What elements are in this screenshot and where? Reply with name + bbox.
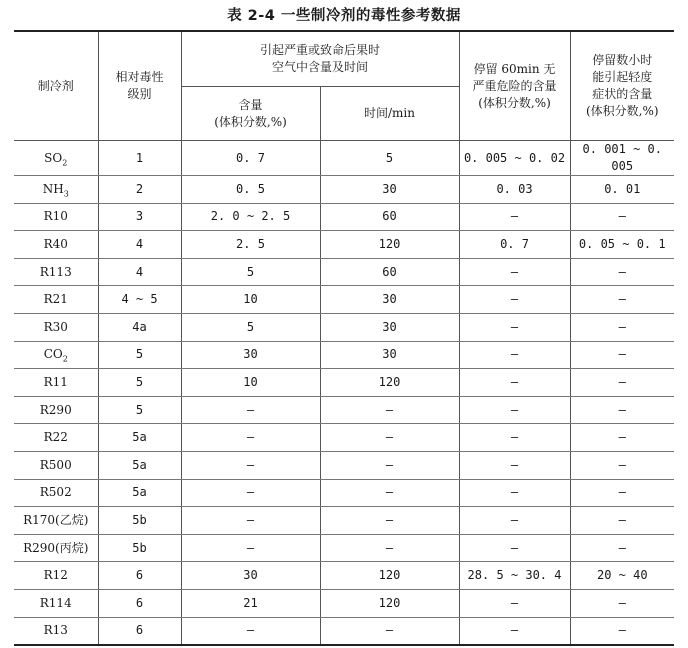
cell-content: 30: [181, 341, 320, 369]
table-row: [14, 203, 674, 231]
table-row: [14, 258, 674, 286]
table-row: [14, 534, 674, 562]
refrigerant-name: R500: [39, 457, 72, 472]
cell-safe-60min: —: [459, 258, 570, 286]
cell-time: 30: [320, 176, 459, 204]
cell-safe-60min: 0. 005 ~ 0. 02: [459, 141, 570, 176]
table-row: [14, 451, 674, 479]
cell-mild-symptoms: —: [570, 507, 674, 535]
cell-toxicity-level: 5: [98, 341, 181, 369]
header-safe-line3: (体积分数,%): [478, 95, 551, 110]
cell-safe-60min: —: [459, 479, 570, 507]
cell-mild-symptoms: —: [570, 396, 674, 424]
header-fatal-group: [181, 31, 459, 87]
refrigerant-name: R170(乙烷): [23, 512, 89, 527]
cell-content: 5: [181, 313, 320, 341]
cell-mild-symptoms: —: [570, 534, 674, 562]
cell-time: 30: [320, 341, 459, 369]
refrigerant-name: R290(丙烷): [23, 540, 89, 555]
header-safe-60min: [459, 31, 570, 141]
header-mild-line1: 停留数小时: [592, 53, 653, 67]
header-toxicity-level: [98, 31, 181, 141]
header-refrigerant: [14, 31, 98, 141]
cell-time: 120: [320, 369, 459, 397]
cell-toxicity-level: 5b: [98, 534, 181, 562]
cell-content: —: [181, 479, 320, 507]
refrigerant-name: R21: [43, 292, 68, 307]
header-fatal-line2: 空气中含量及时间: [272, 60, 369, 74]
cell-toxicity-level: 1: [98, 141, 181, 176]
cell-toxicity-level: 5: [98, 396, 181, 424]
cell-safe-60min: —: [459, 286, 570, 314]
refrigerant-subscript: 2: [62, 157, 68, 167]
header-safe-line2: 严重危险的含量: [472, 78, 557, 93]
cell-refrigerant: [14, 341, 98, 369]
header-safe-line1: 停留 60min 无: [473, 61, 556, 76]
cell-safe-60min: —: [459, 534, 570, 562]
cell-refrigerant: [14, 396, 98, 424]
table-row: [14, 286, 674, 314]
cell-mild-symptoms: 0. 01: [570, 176, 674, 204]
cell-toxicity-level: 5a: [98, 424, 181, 452]
cell-refrigerant: [14, 589, 98, 617]
cell-mild-symptoms: —: [570, 424, 674, 452]
cell-toxicity-level: 6: [98, 562, 181, 590]
cell-refrigerant: [14, 176, 98, 204]
cell-toxicity-level: 2: [98, 176, 181, 204]
cell-safe-60min: —: [459, 451, 570, 479]
cell-time: —: [320, 396, 459, 424]
table-row: [14, 369, 674, 397]
header-mild-line3: 症状的含量: [592, 87, 653, 101]
header-content-line1: 含量: [238, 97, 263, 112]
cell-content: 0. 7: [181, 141, 320, 176]
cell-content: —: [181, 507, 320, 535]
cell-content: 21: [181, 589, 320, 617]
cell-toxicity-level: 4a: [98, 313, 181, 341]
header-time: [320, 87, 459, 141]
cell-mild-symptoms: —: [570, 258, 674, 286]
cell-toxicity-level: 3: [98, 203, 181, 231]
cell-mild-symptoms: 0. 001 ~ 0. 005: [570, 141, 674, 176]
cell-time: —: [320, 424, 459, 452]
cell-safe-60min: 28. 5 ~ 30. 4: [459, 562, 570, 590]
cell-time: 30: [320, 313, 459, 341]
cell-content: 0. 5: [181, 176, 320, 204]
cell-content: 10: [181, 286, 320, 314]
cell-safe-60min: —: [459, 203, 570, 231]
refrigerant-name: NH: [42, 181, 64, 196]
header-mild-line2: 能引起轻度: [592, 70, 653, 84]
header-time-label: 时间/min: [364, 106, 415, 120]
cell-safe-60min: —: [459, 396, 570, 424]
cell-refrigerant: [14, 258, 98, 286]
cell-safe-60min: —: [459, 589, 570, 617]
cell-mild-symptoms: —: [570, 589, 674, 617]
table-row: [14, 424, 674, 452]
cell-mild-symptoms: —: [570, 286, 674, 314]
cell-toxicity-level: 5a: [98, 479, 181, 507]
cell-time: 5: [320, 141, 459, 176]
header-fatal-line1: 引起严重或致命后果时: [260, 43, 381, 57]
header-refrigerant-label: 制冷剂: [37, 78, 74, 93]
refrigerant-subscript: 3: [63, 189, 69, 199]
refrigerant-name: SO: [44, 150, 63, 165]
cell-toxicity-level: 6: [98, 617, 181, 645]
table-row: [14, 479, 674, 507]
table-header: [14, 31, 674, 141]
cell-time: —: [320, 479, 459, 507]
cell-time: 120: [320, 231, 459, 259]
refrigerant-name: R40: [43, 236, 68, 251]
cell-refrigerant: [14, 534, 98, 562]
cell-safe-60min: 0. 03: [459, 176, 570, 204]
cell-content: 30: [181, 562, 320, 590]
refrigerant-subscript: 2: [62, 354, 68, 364]
cell-safe-60min: —: [459, 369, 570, 397]
table-row: [14, 562, 674, 590]
cell-toxicity-level: 4: [98, 231, 181, 259]
cell-refrigerant: [14, 451, 98, 479]
cell-time: 120: [320, 562, 459, 590]
cell-refrigerant: [14, 141, 98, 176]
refrigerant-name: R11: [43, 374, 68, 389]
table-row: [14, 617, 674, 645]
cell-safe-60min: —: [459, 617, 570, 645]
cell-refrigerant: [14, 231, 98, 259]
refrigerant-name: R114: [39, 595, 72, 610]
cell-content: —: [181, 451, 320, 479]
cell-toxicity-level: 5: [98, 369, 181, 397]
cell-time: —: [320, 507, 459, 535]
cell-toxicity-level: 4 ~ 5: [98, 286, 181, 314]
cell-toxicity-level: 4: [98, 258, 181, 286]
header-toxicity-line1: 相对毒性: [115, 70, 164, 84]
refrigerant-name: R113: [39, 264, 72, 279]
header-content: [181, 87, 320, 141]
header-toxicity-line2: 级别: [127, 87, 152, 101]
toxicity-table: [14, 30, 674, 646]
cell-mild-symptoms: —: [570, 617, 674, 645]
refrigerant-name: R30: [43, 319, 68, 334]
table-row: [14, 396, 674, 424]
cell-refrigerant: [14, 369, 98, 397]
table-body: [14, 141, 674, 646]
cell-refrigerant: [14, 507, 98, 535]
cell-mild-symptoms: 0. 05 ~ 0. 1: [570, 231, 674, 259]
refrigerant-name: CO: [43, 347, 63, 362]
cell-content: —: [181, 617, 320, 645]
table-row: [14, 141, 674, 176]
table-row: [14, 313, 674, 341]
refrigerant-name: R290: [39, 402, 72, 417]
cell-mild-symptoms: 20 ~ 40: [570, 562, 674, 590]
header-content-line2: (体积分数,%): [214, 114, 287, 129]
refrigerant-name: R12: [43, 568, 68, 583]
cell-mild-symptoms: —: [570, 451, 674, 479]
cell-time: 30: [320, 286, 459, 314]
cell-mild-symptoms: —: [570, 313, 674, 341]
cell-mild-symptoms: —: [570, 341, 674, 369]
cell-time: 120: [320, 589, 459, 617]
cell-safe-60min: 0. 7: [459, 231, 570, 259]
table-title: 表 2-4 一些制冷剂的毒性参考数据: [227, 8, 461, 24]
cell-mild-symptoms: —: [570, 369, 674, 397]
cell-time: —: [320, 534, 459, 562]
table-row: [14, 231, 674, 259]
cell-time: 60: [320, 203, 459, 231]
cell-toxicity-level: 5b: [98, 507, 181, 535]
cell-time: —: [320, 451, 459, 479]
table-row: [14, 589, 674, 617]
cell-content: —: [181, 534, 320, 562]
cell-safe-60min: —: [459, 424, 570, 452]
cell-refrigerant: [14, 313, 98, 341]
cell-toxicity-level: 6: [98, 589, 181, 617]
cell-refrigerant: [14, 617, 98, 645]
table-row: [14, 176, 674, 204]
cell-content: —: [181, 396, 320, 424]
cell-refrigerant: [14, 562, 98, 590]
cell-refrigerant: [14, 424, 98, 452]
refrigerant-name: R502: [39, 485, 72, 500]
refrigerant-name: R22: [43, 430, 68, 445]
cell-safe-60min: —: [459, 507, 570, 535]
cell-content: 5: [181, 258, 320, 286]
cell-content: —: [181, 424, 320, 452]
header-mild-symptoms: [570, 31, 674, 141]
cell-safe-60min: —: [459, 341, 570, 369]
refrigerant-name: R10: [43, 209, 68, 224]
cell-time: —: [320, 617, 459, 645]
cell-safe-60min: —: [459, 313, 570, 341]
cell-mild-symptoms: —: [570, 203, 674, 231]
cell-time: 60: [320, 258, 459, 286]
cell-mild-symptoms: —: [570, 479, 674, 507]
header-mild-line4: (体积分数,%): [585, 104, 659, 118]
cell-refrigerant: [14, 203, 98, 231]
cell-refrigerant: [14, 479, 98, 507]
cell-content: 10: [181, 369, 320, 397]
refrigerant-name: R13: [43, 623, 68, 638]
cell-refrigerant: [14, 286, 98, 314]
cell-content: 2. 0 ~ 2. 5: [181, 203, 320, 231]
table-row: [14, 341, 674, 369]
table-row: [14, 507, 674, 535]
cell-toxicity-level: 5a: [98, 451, 181, 479]
cell-content: 2. 5: [181, 231, 320, 259]
